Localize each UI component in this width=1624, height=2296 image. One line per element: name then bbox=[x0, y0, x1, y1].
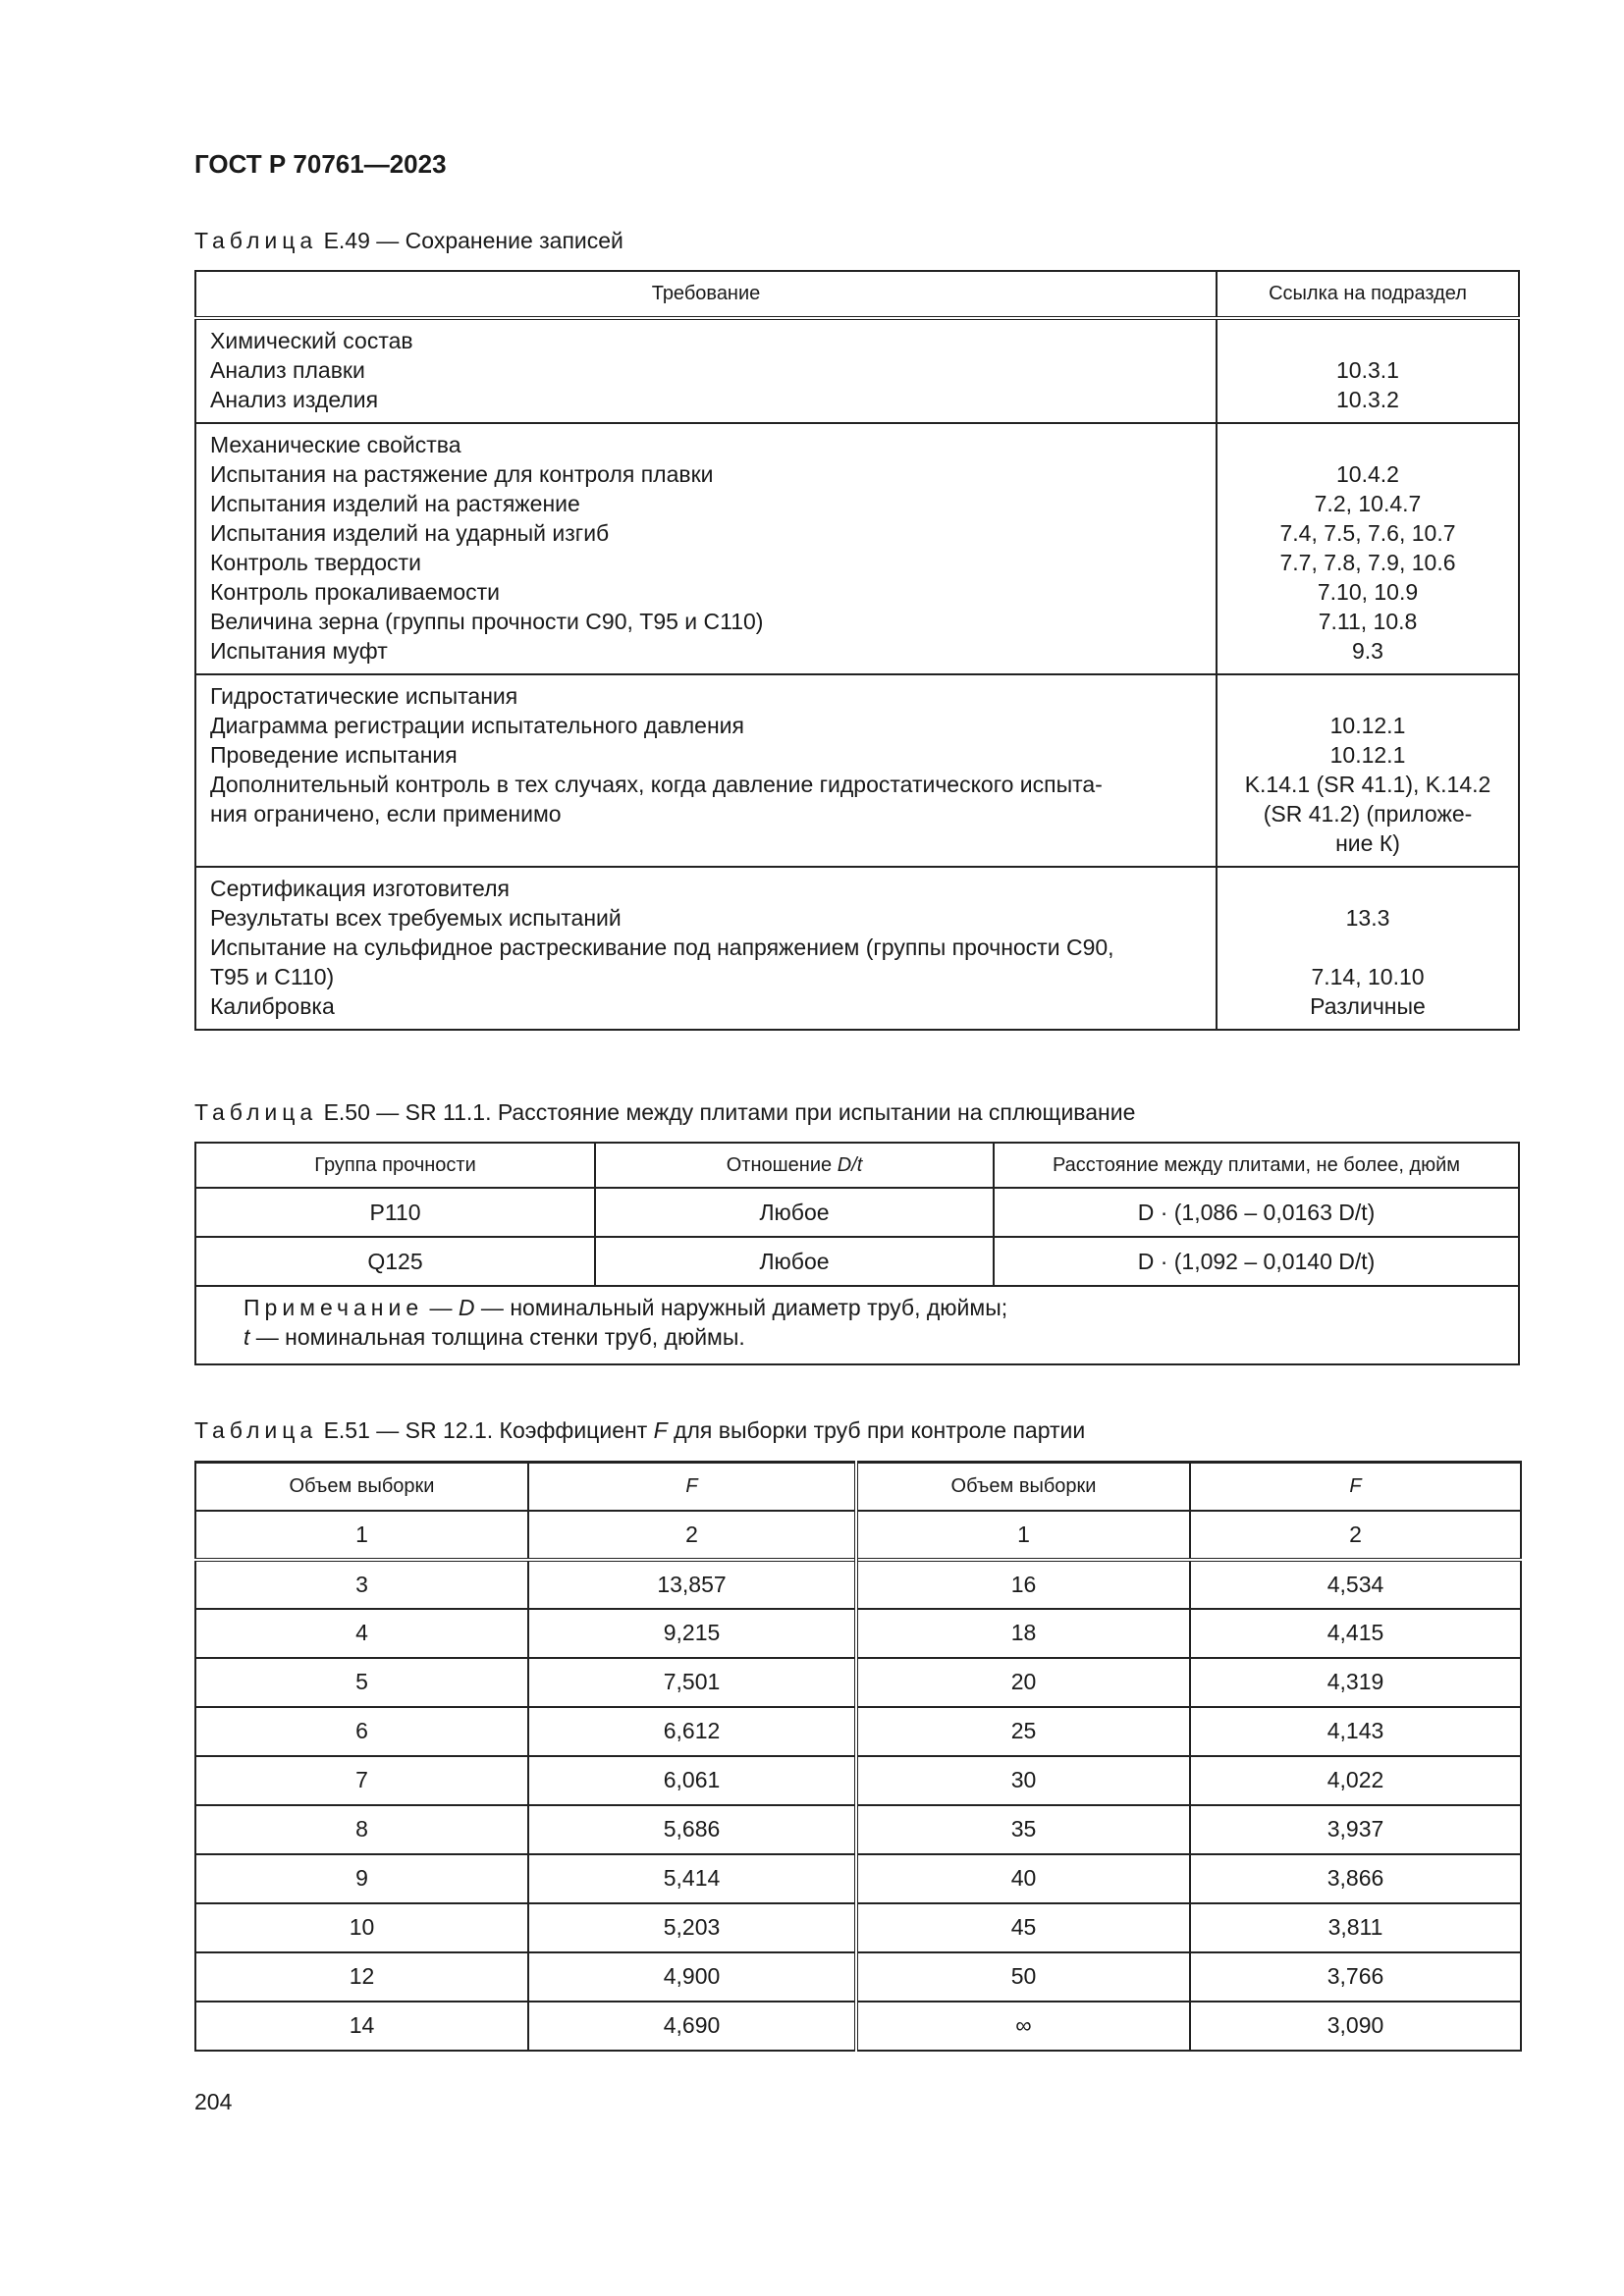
column-header: Объем выборки bbox=[195, 1463, 528, 1511]
table-group-row bbox=[195, 867, 1519, 1030]
cell: Любое bbox=[595, 1237, 994, 1286]
cell: 35 bbox=[856, 1805, 1190, 1854]
cell: ∞ bbox=[856, 2002, 1190, 2051]
cell: 10 bbox=[195, 1903, 528, 1952]
reference-text: 7.14, 10.10 bbox=[1311, 964, 1425, 989]
table-row bbox=[195, 1756, 1521, 1805]
column-header: F bbox=[1190, 1463, 1521, 1511]
reference-text bbox=[1218, 326, 1518, 355]
requirement-text: Анализ плавки bbox=[210, 357, 365, 383]
requirement-text: Испытания муфт bbox=[210, 638, 388, 664]
cell: Любое bbox=[595, 1188, 994, 1237]
reference-text bbox=[1218, 874, 1518, 903]
reference-text: 7.11, 10.8 bbox=[1318, 609, 1418, 634]
requirement-text: Результаты всех требуемых испытаний bbox=[210, 905, 622, 931]
reference-text: (SR 41.2) (приложе- bbox=[1263, 801, 1473, 827]
requirement-text: Калибровка bbox=[210, 993, 335, 1019]
requirement-cell bbox=[195, 318, 1217, 423]
cell: 3 bbox=[195, 1560, 528, 1609]
cell: 18 bbox=[856, 1609, 1190, 1658]
table-e50-caption bbox=[194, 1099, 1135, 1126]
cell: 6,612 bbox=[528, 1707, 856, 1756]
cell: 1 bbox=[195, 1511, 528, 1560]
reference-text: 10.12.1 bbox=[1329, 713, 1406, 738]
reference-text: 7.10, 10.9 bbox=[1317, 579, 1419, 605]
table-e49-caption bbox=[194, 228, 623, 254]
requirement-text: Контроль твердости bbox=[210, 550, 421, 575]
table-row bbox=[195, 1658, 1521, 1707]
column-header: Ссылка на подраздел bbox=[1217, 271, 1519, 318]
cell: 20 bbox=[856, 1658, 1190, 1707]
requirement-text: Испытания на растяжение для контроля плавки bbox=[210, 461, 714, 487]
table-row bbox=[195, 1560, 1521, 1609]
cell: 5,414 bbox=[528, 1854, 856, 1903]
column-header: Группа прочности bbox=[195, 1143, 595, 1188]
reference-cell bbox=[1217, 867, 1519, 1030]
cell: 50 bbox=[856, 1952, 1190, 2002]
reference-text: 10.4.2 bbox=[1336, 461, 1399, 487]
caption-text: Е.50 — SR 11.1. Расстояние между плитами при испытании на сплющивание bbox=[323, 1099, 1136, 1125]
requirement-cell bbox=[195, 423, 1217, 674]
table-header-row bbox=[195, 1143, 1519, 1188]
table-group-row bbox=[195, 318, 1519, 423]
table-header-row bbox=[195, 1463, 1521, 1511]
requirement-text: Дополнительный контроль в тех случаях, когда давление гидростатического испыта- bbox=[210, 772, 1103, 797]
table-e51-caption: Таблица Е.51 — SR 12.1. Коэффициент F для выборки труб при контроле партии bbox=[194, 1417, 1086, 1443]
requirement-text: Испытания изделий на ударный изгиб bbox=[210, 520, 610, 546]
cell: 4,534 bbox=[1190, 1560, 1521, 1609]
table-header-row bbox=[195, 271, 1519, 318]
cell: 5,203 bbox=[528, 1903, 856, 1952]
requirement-text: Контроль прокаливаемости bbox=[210, 579, 500, 605]
formula-cell: D · (1,092 – 0,0140 D/t) bbox=[994, 1237, 1519, 1286]
column-header: Отношение D/t bbox=[595, 1143, 994, 1188]
reference-text bbox=[1218, 430, 1518, 459]
cell: 8 bbox=[195, 1805, 528, 1854]
cell: 4,900 bbox=[528, 1952, 856, 2002]
formula-cell: D · (1,086 – 0,0163 D/t) bbox=[994, 1188, 1519, 1237]
reference-cell bbox=[1217, 318, 1519, 423]
reference-text: K.14.1 (SR 41.1), K.14.2 bbox=[1244, 772, 1491, 797]
cell: 3,866 bbox=[1190, 1854, 1521, 1903]
reference-text: 13.3 bbox=[1345, 905, 1390, 931]
column-header: F bbox=[528, 1463, 856, 1511]
requirement-text: Механические свойства bbox=[210, 432, 461, 457]
reference-text: 7.7, 7.8, 7.9, 10.6 bbox=[1279, 550, 1456, 575]
table-note-row bbox=[195, 1286, 1519, 1364]
reference-text: Различные bbox=[1310, 993, 1426, 1019]
reference-text bbox=[1218, 933, 1518, 962]
caption-text: Е.49 — Сохранение записей bbox=[323, 228, 623, 253]
table-group-row bbox=[195, 674, 1519, 867]
reference-text: ние К) bbox=[1335, 830, 1400, 856]
reference-text: 7.4, 7.5, 7.6, 10.7 bbox=[1279, 520, 1456, 546]
cell: 3,811 bbox=[1190, 1903, 1521, 1952]
requirement-cell bbox=[195, 674, 1217, 867]
reference-cell bbox=[1217, 674, 1519, 867]
requirement-text bbox=[196, 828, 1216, 858]
cell: 25 bbox=[856, 1707, 1190, 1756]
caption-word: Таблица bbox=[194, 1099, 318, 1125]
cell: 4 bbox=[195, 1609, 528, 1658]
cell: 40 bbox=[856, 1854, 1190, 1903]
requirement-text: ния ограничено, если применимо bbox=[210, 801, 562, 827]
reference-text bbox=[1218, 681, 1518, 711]
table-row bbox=[195, 1237, 1519, 1286]
cell: 16 bbox=[856, 1560, 1190, 1609]
requirement-text: Диаграмма регистрации испытательного давления bbox=[210, 713, 744, 738]
table-e51 bbox=[194, 1461, 1522, 2052]
cell: 5,686 bbox=[528, 1805, 856, 1854]
column-header: Расстояние между плитами, не более, дюйм bbox=[994, 1143, 1519, 1188]
table-group-row bbox=[195, 423, 1519, 674]
table-row bbox=[195, 1707, 1521, 1756]
cell: 12 bbox=[195, 1952, 528, 2002]
reference-text: 10.3.2 bbox=[1336, 387, 1399, 412]
page-number: 204 bbox=[194, 2089, 233, 2114]
cell: 4,415 bbox=[1190, 1609, 1521, 1658]
column-header: Объем выборки bbox=[856, 1463, 1190, 1511]
requirement-text: Т95 и С110) bbox=[210, 964, 335, 989]
table-row bbox=[195, 1511, 1521, 1560]
table-row bbox=[195, 1952, 1521, 2002]
reference-text: 10.12.1 bbox=[1329, 742, 1406, 768]
cell: 4,143 bbox=[1190, 1707, 1521, 1756]
cell: 1 bbox=[856, 1511, 1190, 1560]
reference-text: 7.2, 10.4.7 bbox=[1314, 491, 1422, 516]
requirement-text: Сертификация изготовителя bbox=[210, 876, 510, 901]
cell: 2 bbox=[1190, 1511, 1521, 1560]
table-row bbox=[195, 2002, 1521, 2051]
cell: 9,215 bbox=[528, 1609, 856, 1658]
cell: 4,319 bbox=[1190, 1658, 1521, 1707]
cell: 2 bbox=[528, 1511, 856, 1560]
requirement-text: Испытание на сульфидное растрескивание под напряжением (группы прочности С90, bbox=[210, 934, 1114, 960]
table-row bbox=[195, 1609, 1521, 1658]
requirement-text: Величина зерна (группы прочности С90, Т95 и С110) bbox=[210, 609, 764, 634]
cell: 30 bbox=[856, 1756, 1190, 1805]
cell: 13,857 bbox=[528, 1560, 856, 1609]
requirement-text: Анализ изделия bbox=[210, 387, 379, 412]
reference-text: 9.3 bbox=[1352, 638, 1383, 664]
cell: 7,501 bbox=[528, 1658, 856, 1707]
requirement-text: Проведение испытания bbox=[210, 742, 458, 768]
table-row bbox=[195, 1805, 1521, 1854]
table-row bbox=[195, 1854, 1521, 1903]
cell: 4,690 bbox=[528, 2002, 856, 2051]
cell: 3,766 bbox=[1190, 1952, 1521, 2002]
cell: 6 bbox=[195, 1707, 528, 1756]
table-row bbox=[195, 1188, 1519, 1237]
requirement-text: Гидростатические испытания bbox=[210, 683, 518, 709]
reference-text: 10.3.1 bbox=[1336, 357, 1399, 383]
cell: 3,090 bbox=[1190, 2002, 1521, 2051]
cell: 6,061 bbox=[528, 1756, 856, 1805]
cell: Q125 bbox=[195, 1237, 595, 1286]
column-header: Требование bbox=[195, 271, 1217, 318]
table-e50 bbox=[194, 1142, 1520, 1365]
requirement-text: Химический состав bbox=[210, 328, 413, 353]
cell: 3,937 bbox=[1190, 1805, 1521, 1854]
note-label: Примечание bbox=[244, 1295, 424, 1320]
cell: 4,022 bbox=[1190, 1756, 1521, 1805]
caption-word: Таблица bbox=[194, 228, 318, 253]
cell: 14 bbox=[195, 2002, 528, 2051]
document-title: ГОСТ Р 70761—2023 bbox=[194, 149, 447, 179]
cell: 45 bbox=[856, 1903, 1190, 1952]
table-row bbox=[195, 1903, 1521, 1952]
cell: 9 bbox=[195, 1854, 528, 1903]
requirement-cell bbox=[195, 867, 1217, 1030]
caption-word: Таблица bbox=[194, 1417, 318, 1443]
table-e49 bbox=[194, 270, 1520, 1031]
reference-cell bbox=[1217, 423, 1519, 674]
cell: P110 bbox=[195, 1188, 595, 1237]
cell: 5 bbox=[195, 1658, 528, 1707]
requirement-text: Испытания изделий на растяжение bbox=[210, 491, 580, 516]
table-note: Примечание — D — номинальный наружный диаметр труб, дюймы; t — номинальная толщина стенки труб, дюймы. bbox=[195, 1286, 1519, 1364]
cell: 7 bbox=[195, 1756, 528, 1805]
